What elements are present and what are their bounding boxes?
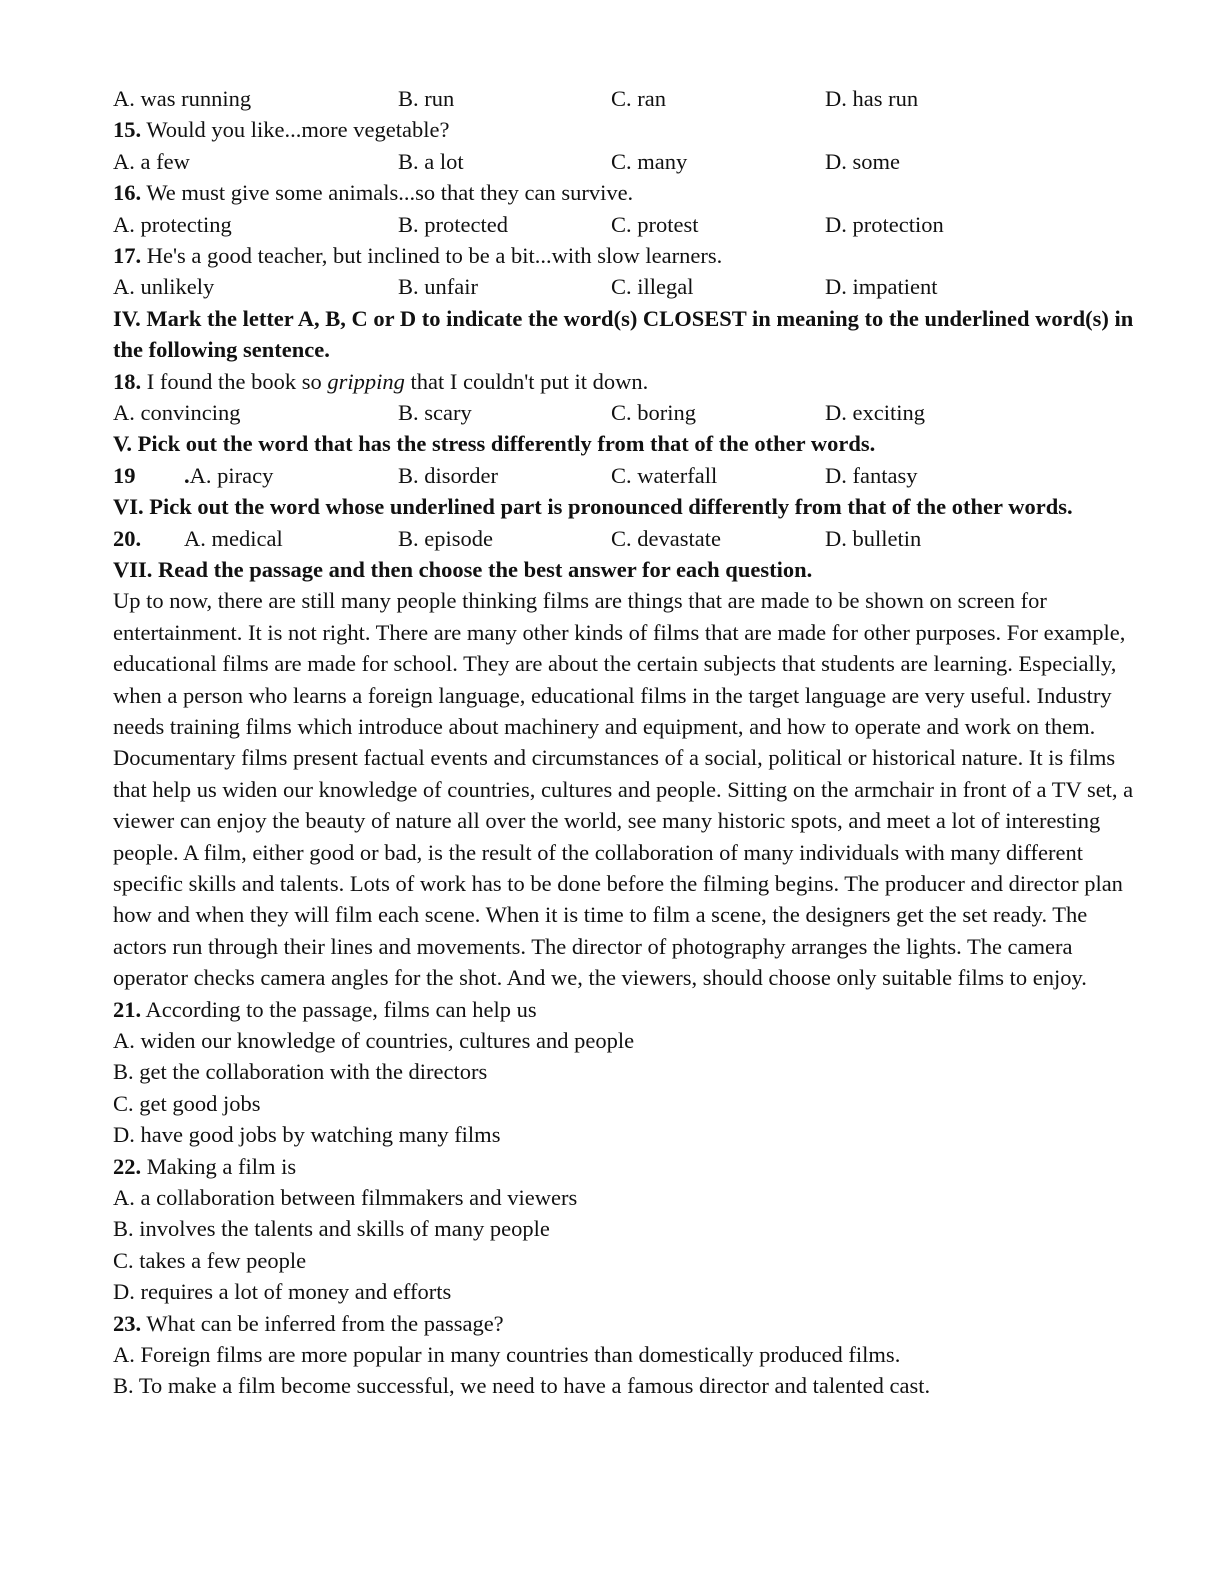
q21-option-d: D. have good jobs by watching many films bbox=[113, 1122, 501, 1148]
q19-options bbox=[113, 460, 1143, 491]
q22-number: 22. bbox=[113, 1153, 142, 1179]
q19-option-b: B. disorder bbox=[398, 462, 498, 488]
q17-option-b: B. unfair bbox=[398, 274, 478, 300]
q18-option-d: D. exciting bbox=[825, 399, 925, 425]
q15-number: 15. bbox=[113, 117, 142, 143]
section-4-heading: IV. Mark the letter A, B, C or D to indicate the word(s) CLOSEST in meaning to the underlined word(s) in the following sentence. bbox=[113, 305, 1134, 363]
q23-option-a: A. Foreign films are more popular in many countries than domestically produced films. bbox=[113, 1341, 901, 1367]
q17-options bbox=[113, 271, 1143, 302]
q15-option-c: C. many bbox=[611, 148, 688, 174]
q17-option-d: D. impatient bbox=[825, 274, 938, 300]
q23-number: 23. bbox=[113, 1310, 142, 1336]
q17-option-a: A. unlikely bbox=[113, 274, 215, 300]
q17-text: He's a good teacher, but inclined to be a bit...with slow learners. bbox=[141, 242, 723, 268]
q18-option-c: C. boring bbox=[611, 399, 697, 425]
q21-option-a: A. widen our knowledge of countries, cultures and people bbox=[113, 1028, 635, 1053]
q19-number: 19 bbox=[113, 462, 136, 488]
q21-number: 21. bbox=[113, 996, 142, 1022]
section-7-heading: VII. Read the passage and then choose the best answer for each question. bbox=[113, 556, 813, 582]
q18-options bbox=[113, 397, 1143, 428]
q18-text-before: I found the book so bbox=[141, 368, 328, 394]
q16-options bbox=[113, 209, 1143, 240]
q20-option-b: B. episode bbox=[398, 525, 493, 551]
q19-option-c: C. waterfall bbox=[611, 462, 718, 488]
q19-dot: . bbox=[184, 462, 190, 488]
q22-stem bbox=[113, 1151, 1143, 1182]
q15-text: Would you like...more vegetable? bbox=[141, 117, 450, 143]
q23-option-b: B. To make a film become successful, we need to have a famous director and talented cast. bbox=[113, 1373, 931, 1399]
q19-option-a-text: A. piracy bbox=[189, 462, 274, 488]
q14-option-c: C. ran bbox=[611, 86, 666, 111]
q23-text: What can be inferred from the passage? bbox=[141, 1310, 504, 1336]
q22-option-b: B. involves the talents and skills of many people bbox=[113, 1216, 550, 1242]
q21-text: According to the passage, films can help us bbox=[141, 996, 537, 1022]
q16-text: We must give some animals...so that they can survive. bbox=[141, 180, 634, 206]
q17-option-c: C. illegal bbox=[611, 274, 694, 300]
q15-options bbox=[113, 146, 1143, 177]
q16-option-c: C. protest bbox=[611, 211, 699, 237]
q21-option-b: B. get the collaboration with the directors bbox=[113, 1059, 488, 1085]
q18-number: 18. bbox=[113, 368, 142, 394]
q18-text-after: that I couldn't put it down. bbox=[404, 368, 649, 394]
q22-option-a: A. a collaboration between filmmakers and viewers bbox=[113, 1184, 578, 1210]
q18-option-a: A. convincing bbox=[113, 399, 241, 425]
q20-option-c: C. devastate bbox=[611, 525, 721, 551]
q17-number: 17. bbox=[113, 242, 142, 268]
q20-option-a: A. medical bbox=[184, 525, 283, 551]
q16-option-a: A. protecting bbox=[113, 211, 232, 237]
q19-option-d: D. fantasy bbox=[825, 462, 918, 488]
q14-option-b: B. run bbox=[398, 86, 455, 111]
q20-option-d: D. bulletin bbox=[825, 525, 922, 551]
q17-stem bbox=[113, 240, 1143, 271]
q15-option-d: D. some bbox=[825, 148, 900, 174]
q16-number: 16. bbox=[113, 180, 142, 206]
q20-options bbox=[113, 523, 1143, 554]
q22-text: Making a film is bbox=[141, 1153, 297, 1179]
q15-option-b: B. a lot bbox=[398, 148, 464, 174]
q18-option-b: B. scary bbox=[398, 399, 472, 425]
passage-paragraph-2: Documentary films present factual events and circumstances of a social, political or historical nature. It is films that help us widen our knowledge of countries, cultures and people. Sitting on the armchair in front of a TV set, a viewer can enjoy the beauty of nature all over the world, see many historic spots, and meet a lot of interesting people. A film, either good or bad, is the result of the collaboration of many individuals with many different specific skills and talents. Lots of work has to be done before the filming begins. The producer and director plan how and when they will film each scene. When it is time to film a scene, the designers get the set ready. The actors run through their lines and movements. The director of photography arranges the lights. The camera operator checks camera angles for the shot. And we, the viewers, should choose only suitable films to enjoy. bbox=[113, 745, 1134, 991]
q19-option-a bbox=[184, 460, 273, 491]
section-5-heading: V. Pick out the word that has the stress differently from that of the other words. bbox=[113, 431, 876, 457]
q22-option-d: D. requires a lot of money and efforts bbox=[113, 1279, 452, 1305]
passage-paragraph-1: Up to now, there are still many people thinking films are things that are made to be shown on screen for entertainment. It is not right. There are many other kinds of films that are made for other purposes. For example, educational films are made for school. They are about the certain subjects that students are learning. Especially, when a person who learns a foreign language, educational films in the target language are very useful. Industry needs training films which introduce about machinery and equipment, and how to operate and work on them. bbox=[113, 588, 1126, 739]
q20-number: 20. bbox=[113, 525, 142, 551]
exam-page bbox=[113, 83, 1143, 1402]
section-6-heading: VI. Pick out the word whose underlined part is pronounced differently from that of the other words. bbox=[113, 494, 1073, 520]
q21-stem bbox=[113, 994, 1143, 1025]
q14-option-d: D. has run bbox=[825, 86, 919, 111]
q14-options bbox=[113, 83, 1143, 114]
q15-option-a: A. a few bbox=[113, 148, 190, 174]
q22-option-c: C. takes a few people bbox=[113, 1247, 307, 1273]
q18-underlined-word: gripping bbox=[327, 368, 405, 394]
q21-option-c: C. get good jobs bbox=[113, 1090, 261, 1116]
q16-option-b: B. protected bbox=[398, 211, 508, 237]
q14-option-a: A. was running bbox=[113, 86, 252, 111]
q16-option-d: D. protection bbox=[825, 211, 944, 237]
q15-stem bbox=[113, 114, 1143, 145]
q23-stem bbox=[113, 1308, 1143, 1339]
q18-stem bbox=[113, 366, 1143, 397]
q16-stem bbox=[113, 177, 1143, 208]
